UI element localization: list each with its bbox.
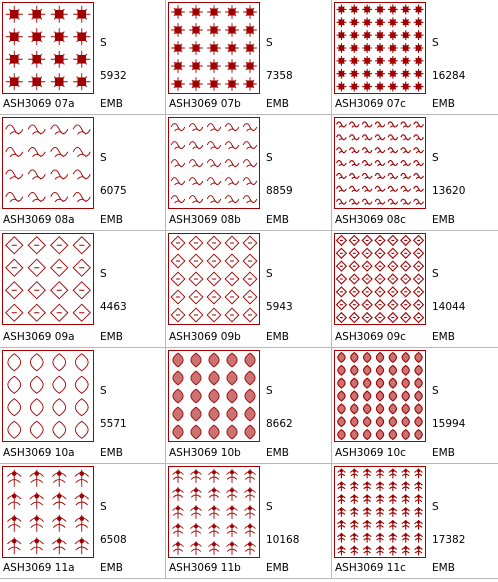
stitch-count: S 7358 (266, 37, 293, 83)
file-name: ASH3069 09a (3, 331, 75, 343)
file-name: ASH3069 10a (3, 447, 75, 459)
design-thumbnail[interactable] (168, 2, 260, 94)
stitch-count: S 10168 (266, 501, 300, 547)
stitch-count: S 15994 (432, 385, 466, 431)
design-thumbnail[interactable] (168, 350, 260, 442)
design-tile[interactable] (0, 0, 166, 115)
file-name: ASH3069 11a (3, 562, 75, 574)
file-format: EMB (266, 214, 289, 226)
stitch-count: S 16284 (432, 37, 466, 83)
floral-medium-icon (169, 467, 259, 557)
wave-medium-icon (169, 118, 259, 208)
stitch-count: S 8859 (266, 152, 293, 198)
design-thumbnail[interactable] (2, 117, 94, 209)
stitch-count: S 5943 (266, 268, 293, 314)
design-tile[interactable] (0, 115, 166, 231)
lattice-dense-icon (335, 3, 425, 93)
damask-medium-icon (169, 351, 259, 441)
wave-sparse-icon (3, 118, 93, 208)
stitch-count: S 6075 (100, 152, 127, 198)
floral-sparse-icon (3, 467, 93, 557)
file-name: ASH3069 07b (169, 98, 241, 110)
file-format: EMB (432, 447, 455, 459)
file-name: ASH3069 07c (335, 98, 406, 110)
design-thumbnail[interactable] (334, 2, 426, 94)
design-tile[interactable] (166, 348, 332, 464)
file-format: EMB (432, 331, 455, 343)
damask-sparse-icon (3, 351, 93, 441)
design-tile[interactable] (332, 464, 498, 579)
file-name: ASH3069 10b (169, 447, 241, 459)
file-format: EMB (266, 98, 289, 110)
floral-dense-icon (335, 467, 425, 557)
stitch-count: S 13620 (432, 152, 466, 198)
stitch-count: S 14044 (432, 268, 466, 314)
file-name: ASH3069 08b (169, 214, 241, 226)
file-name: ASH3069 11b (169, 562, 241, 574)
design-tile[interactable] (166, 464, 332, 579)
design-thumbnail[interactable] (2, 233, 94, 325)
damask-dense-icon (335, 351, 425, 441)
design-thumbnail[interactable] (168, 466, 260, 558)
file-name: ASH3069 08a (3, 214, 75, 226)
file-format: EMB (266, 447, 289, 459)
file-format: EMB (432, 562, 455, 574)
file-format: EMB (432, 214, 455, 226)
file-name: ASH3069 10c (335, 447, 406, 459)
design-tile[interactable] (166, 231, 332, 348)
wave-dense-icon (335, 118, 425, 208)
file-format: EMB (100, 447, 123, 459)
file-name: ASH3069 07a (3, 98, 75, 110)
stitch-count: S 5932 (100, 37, 127, 83)
diamond-sparse-icon (3, 234, 93, 324)
design-tile[interactable] (166, 115, 332, 231)
design-thumbnail[interactable] (2, 466, 94, 558)
design-thumbnail[interactable] (168, 233, 260, 325)
file-format: EMB (266, 562, 289, 574)
design-thumbnail[interactable] (168, 117, 260, 209)
design-tile[interactable] (0, 348, 166, 464)
stitch-count: S 6508 (100, 501, 127, 547)
design-thumbnail[interactable] (2, 350, 94, 442)
file-name: ASH3069 09b (169, 331, 241, 343)
file-format: EMB (100, 331, 123, 343)
design-thumbnail[interactable] (2, 2, 94, 94)
lattice-sparse-icon (3, 3, 93, 93)
file-format: EMB (100, 562, 123, 574)
stitch-count: S 8662 (266, 385, 293, 431)
design-tile[interactable] (332, 231, 498, 348)
stitch-count: S 4463 (100, 268, 127, 314)
file-format: EMB (100, 98, 123, 110)
design-tile[interactable] (166, 0, 332, 115)
file-format: EMB (266, 331, 289, 343)
file-name: ASH3069 11c (335, 562, 406, 574)
stitch-count: S 5571 (100, 385, 127, 431)
file-name: ASH3069 09c (335, 331, 406, 343)
design-tile[interactable] (0, 231, 166, 348)
file-name: ASH3069 08c (335, 214, 406, 226)
design-tile[interactable] (332, 115, 498, 231)
design-tile[interactable] (332, 0, 498, 115)
design-tile[interactable] (0, 464, 166, 579)
lattice-medium-icon (169, 3, 259, 93)
diamond-dense-icon (335, 234, 425, 324)
design-thumbnail[interactable] (334, 117, 426, 209)
diamond-medium-icon (169, 234, 259, 324)
design-thumbnail[interactable] (334, 466, 426, 558)
design-thumbnail[interactable] (334, 233, 426, 325)
file-format: EMB (432, 98, 455, 110)
design-tile[interactable] (332, 348, 498, 464)
file-format: EMB (100, 214, 123, 226)
stitch-count: S 17382 (432, 501, 466, 547)
design-thumbnail[interactable] (334, 350, 426, 442)
